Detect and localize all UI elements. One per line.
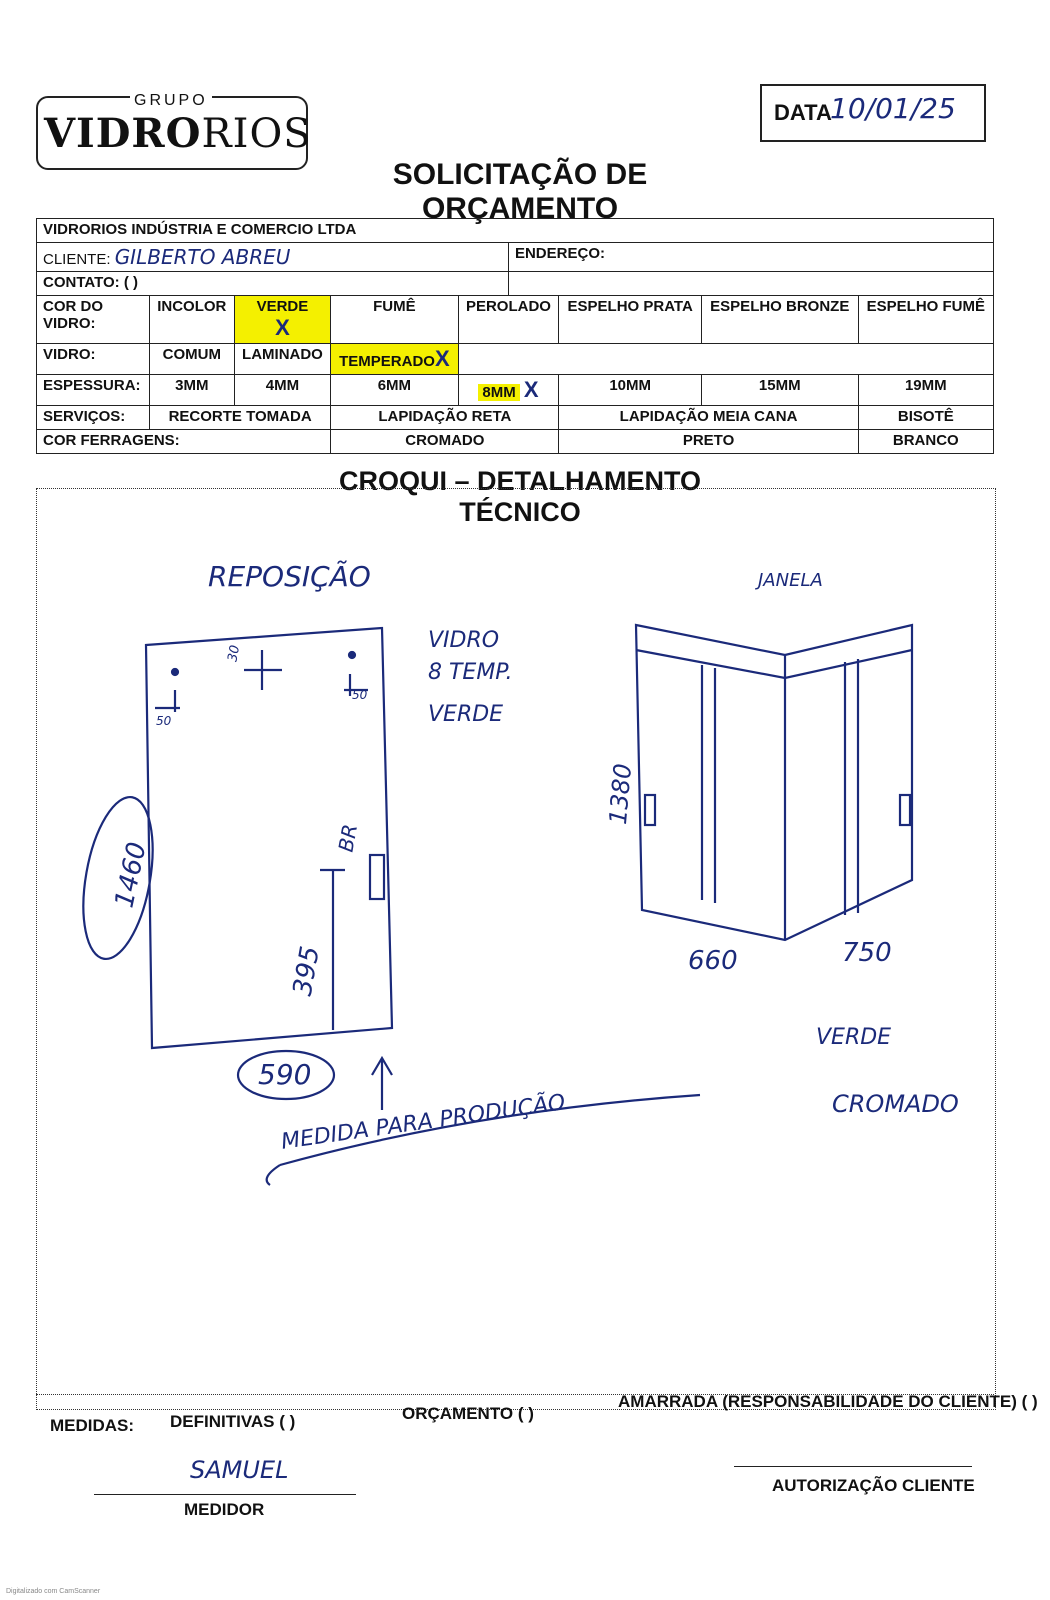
croqui-title: CROQUI – DETALHAMENTO TÉCNICO [338, 466, 701, 527]
measurer-label: MEDIDOR [184, 1500, 265, 1519]
company-name: VIDRORIOS INDÚSTRIA E COMERCIO LTDA [37, 219, 994, 243]
dim-handle-label: BR [333, 822, 363, 854]
dim-window-height: 1380 [603, 762, 638, 826]
window-handle-left [645, 795, 655, 825]
hole-center-mark [244, 650, 282, 690]
thickness-label: ESPESSURA: [37, 375, 150, 406]
client-value: GILBERTO ABREU [114, 245, 291, 269]
contact-label: CONTATO: ( ) [37, 272, 509, 296]
window-handle-right [900, 795, 910, 825]
address-label: ENDEREÇO: [508, 243, 993, 272]
hardware-option: PRETO [559, 430, 858, 454]
color-option-selected: VERDE X [234, 296, 331, 344]
service-option: RECORTE TOMADA [150, 406, 331, 430]
right-note: CROMADO [832, 1090, 959, 1118]
left-title: REPOSIÇÃO [208, 560, 371, 593]
hole-right [349, 652, 355, 658]
color-option: ESPELHO BRONZE [701, 296, 858, 344]
thickness-option: 6MM [331, 375, 458, 406]
thickness-option-selected: 8MM X [458, 375, 559, 406]
measurer-line [94, 1494, 356, 1495]
measures-definitive: DEFINITIVAS ( ) [170, 1412, 296, 1431]
glass-option-selected: TEMPERADOX [331, 344, 458, 375]
dim-window-w1: 660 [688, 946, 738, 976]
date-value: 10/01/25 [830, 92, 956, 125]
thickness-option: 15MM [701, 375, 858, 406]
glass-option: COMUM [150, 344, 235, 375]
hole-left [172, 669, 178, 675]
dim-hole-left-line [155, 690, 180, 712]
thickness-option: 4MM [234, 375, 331, 406]
client-authorization-label: AUTORIZAÇÃO CLIENTE [772, 1476, 975, 1495]
note-line: VIDRO [428, 628, 500, 653]
dim-handle-height: 395 [287, 943, 326, 999]
glass-label: VIDRO: [37, 344, 150, 375]
measures-tied: AMARRADA (RESPONSABILIDADE DO CLIENTE) ( ) [618, 1392, 1038, 1411]
right-title: JANELA [758, 570, 823, 591]
dim-hole-top: 30 [225, 644, 244, 663]
dim-height: 1460 [109, 839, 153, 911]
dim-hole-left: 50 [156, 714, 172, 728]
color-option: INCOLOR [150, 296, 235, 344]
page-title: SOLICITAÇÃO DE ORÇAMENTO [392, 158, 648, 225]
client-signature-line [734, 1466, 972, 1467]
dim-width: 590 [258, 1058, 312, 1091]
production-note: MEDIDA PARA PRODUÇÃO [279, 1090, 567, 1155]
thickness-option: 19MM [858, 375, 993, 406]
window-sash-left [702, 665, 715, 903]
color-option: ESPELHO FUMÊ [858, 296, 993, 344]
color-option: FUMÊ [331, 296, 458, 344]
thickness-option: 10MM [559, 375, 701, 406]
window-top-rail [636, 650, 912, 678]
measures-budget: ORÇAMENTO ( ) [402, 1404, 534, 1423]
arrow-up [372, 1058, 392, 1110]
dim-hole-right: 50 [352, 688, 368, 702]
dim-window-w2: 750 [842, 938, 892, 968]
note-line: VERDE [428, 702, 504, 727]
measurer-signature: SAMUEL [190, 1456, 289, 1484]
right-note: VERDE [816, 1025, 892, 1050]
logo-group-text: GRUPO [130, 92, 212, 110]
services-label: SERVIÇOS: [37, 406, 150, 430]
measures-label: MEDIDAS: [50, 1416, 135, 1435]
window-sash-right [845, 659, 858, 915]
logo: VIDRORIOS [44, 110, 312, 157]
hardware-label: COR FERRAGENS: [37, 430, 331, 454]
hardware-option: BRANCO [858, 430, 993, 454]
glass-option: LAMINADO [234, 344, 331, 375]
color-label: COR DO VIDRO: [37, 296, 150, 344]
color-option: ESPELHO PRATA [559, 296, 701, 344]
service-option: LAPIDAÇÃO MEIA CANA [559, 406, 858, 430]
scanner-footer: Digitalizado com CamScanner [6, 1588, 101, 1595]
window-outline [636, 625, 912, 940]
thickness-option: 3MM [150, 375, 235, 406]
service-option: LAPIDAÇÃO RETA [331, 406, 559, 430]
date-label: DATA [774, 100, 832, 125]
color-option: PEROLADO [458, 296, 559, 344]
client-row: CLIENTE: GILBERTO ABREU [37, 243, 509, 272]
handle-mark [370, 855, 384, 899]
hardware-option: CROMADO [331, 430, 559, 454]
service-option: BISOTÊ [858, 406, 993, 430]
note-line: 8 TEMP. [428, 660, 513, 685]
